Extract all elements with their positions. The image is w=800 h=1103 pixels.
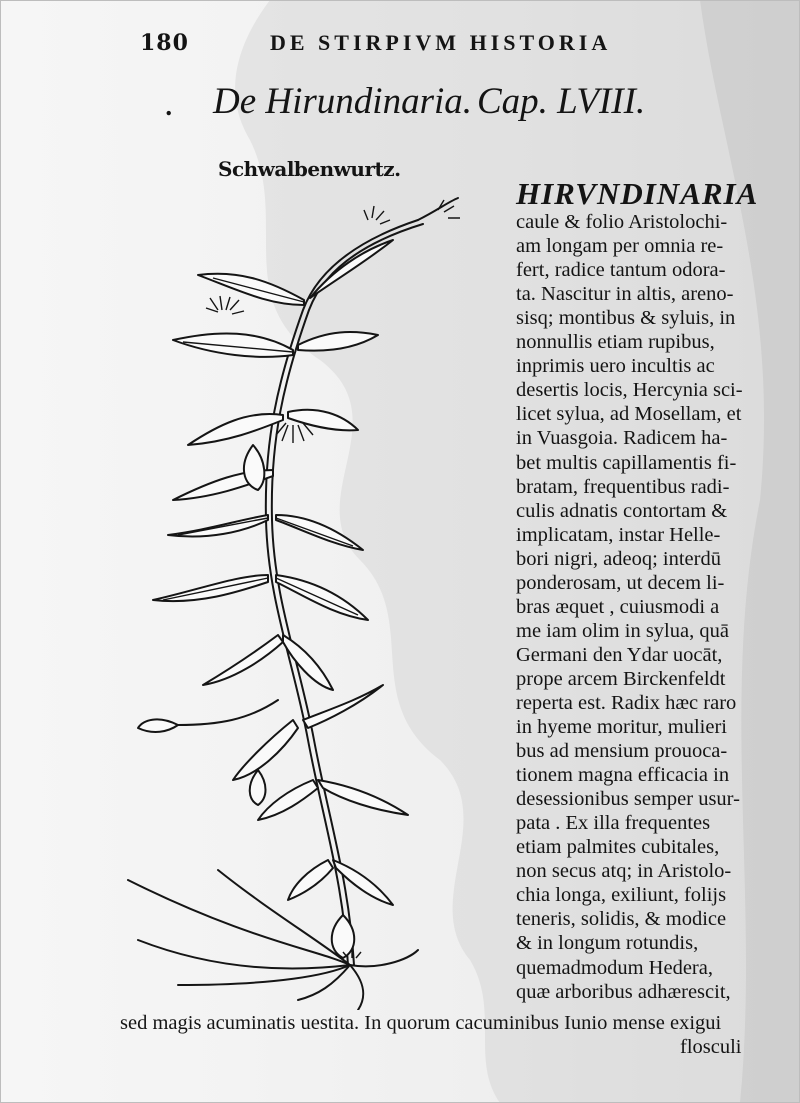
text-line: me iam olim in sylua, quā [516, 619, 729, 642]
dropcap-word: HIRVNDINARIA [516, 176, 759, 211]
plant-woodcut-illustration [118, 180, 538, 1010]
text-line: pata . Ex illa frequentes [516, 812, 711, 835]
text-line [516, 176, 778, 211]
text-line: ponderosam, ut decem li- [516, 571, 725, 594]
text-line: inprimis uero incultis ac [516, 355, 715, 378]
text-line: sed magis acuminatis uestita. In quorum cacuminibus Iunio mense exigui [120, 1012, 722, 1034]
text-line: sisq; montibus & syluis, in [516, 307, 736, 330]
text-line: bet multis capillamentis fi- [516, 451, 737, 474]
chapter-body-text [516, 176, 778, 1004]
running-title: DE STIRPIVM HISTORIA [270, 30, 612, 55]
page-number: 180 [140, 30, 189, 56]
chapter-title: De Hirundinaria. [213, 81, 472, 122]
text-line: Germani den Ydar uocāt, [516, 643, 723, 666]
text-line: bus ad mensium prouoca- [516, 740, 728, 763]
text-line: tionem magna efficacia in [516, 764, 730, 787]
text-line: desessionibus semper usur- [516, 788, 740, 811]
text-line: reperta est. Radix hæc raro [516, 691, 737, 714]
text-line: teneris, solidis, & modice [516, 908, 727, 931]
page-header [140, 30, 660, 64]
text-line: nonnullis etiam rupibus, [516, 331, 715, 354]
text-line: fert, radice tantum odora- [516, 259, 726, 282]
text-line: non secus atq; in Aristolo- [516, 860, 732, 883]
text-line: licet sylua, ad Mosellam, et [516, 403, 742, 426]
text-line: prope arcem Birckenfeldt [516, 667, 726, 690]
text-line: am longam per omnia re- [516, 235, 724, 258]
text-line: chia longa, exiliunt, folijs [516, 884, 727, 907]
text-line: desertis locis, Hercynia sci- [516, 379, 743, 402]
chapter-heading [165, 80, 685, 124]
text-line: bratam, frequentibus radi- [516, 475, 730, 498]
text-line: culis adnatis contortam & [516, 499, 728, 522]
text-line: in hyeme moritur, mulieri [516, 716, 727, 739]
chapter-number: Cap. LVIII. [477, 81, 646, 122]
illustration-caption: Schwalbenwurtz. [218, 157, 401, 181]
text-line: quæ arboribus adhærescit, [516, 980, 731, 1003]
text-line: bras æquet , cuiusmodi a [516, 595, 720, 618]
text-line: implicatam, instar Helle- [516, 523, 721, 546]
text-line: etiam palmites cubitales, [516, 836, 720, 859]
text-line: ta. Nascitur in altis, areno- [516, 283, 734, 306]
text-line: caule & folio Aristolochi- [516, 211, 728, 234]
heading-dot: . [165, 83, 175, 124]
text-line: & in longum rotundis, [516, 932, 699, 955]
text-line: bori nigri, adeoq; interdū [516, 547, 721, 570]
text-line: quemadmodum Hedera, [516, 956, 713, 979]
text-line: in Vuasgoia. Radicem ha- [516, 427, 728, 450]
text-line: flosculi [680, 1036, 742, 1058]
